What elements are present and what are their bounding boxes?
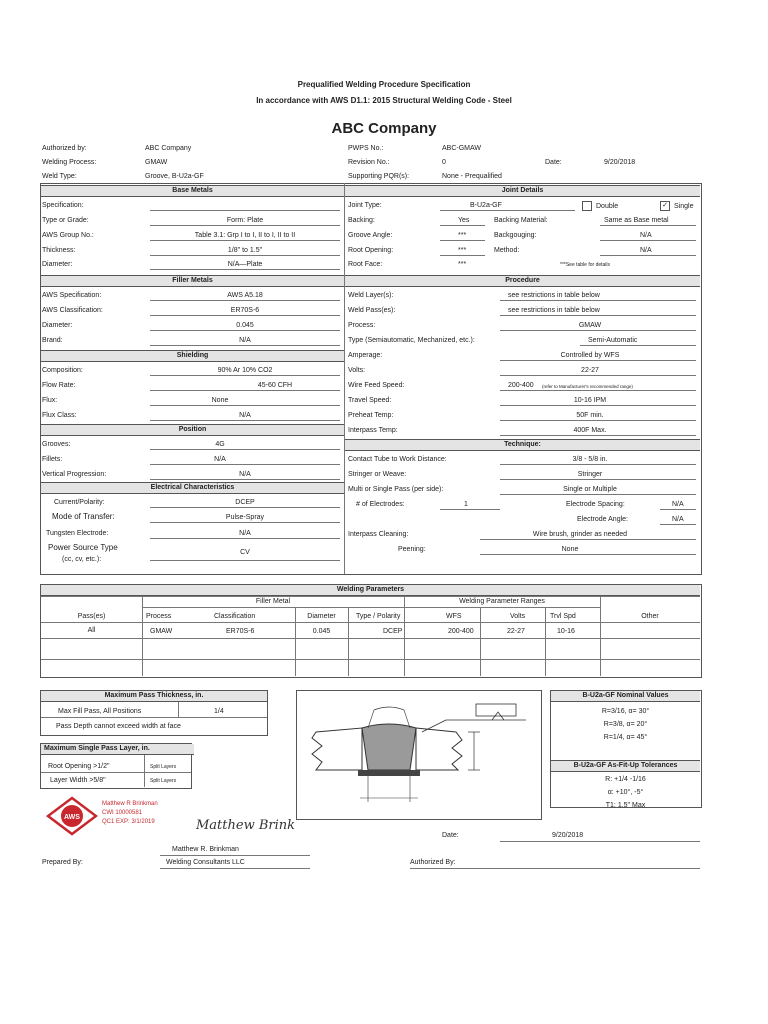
weld-passes-label: Weld Pass(es): [348,307,396,314]
spacing-label: Electrode Spacing: [566,501,625,508]
tolerances-header: B-U2a-GF As-Fit-Up Tolerances [551,760,700,772]
max-fill-label: Max Fill Pass, All Positions [58,708,142,715]
wfs-note: (refer to Manufacturer's recommended range) [542,384,633,389]
weld-type-value: Groove, B-U2a-GF [145,173,204,180]
table-cell: All [87,627,96,634]
grooves-value: 4G [215,441,225,448]
technique-header: Technique: [345,439,700,451]
filler-diameter-value: 0.045 [236,322,254,329]
flux-label: Flux: [42,397,58,404]
thickness-value: 1/8" to 1.5" [227,247,263,254]
interpass-value: 400F Max. [573,427,607,434]
table-cell: 0.045 [312,628,331,635]
multi-value: Single or Multiple [563,486,617,493]
authorized-by-value: ABC Company [145,145,192,152]
transfer-label: Mode of Transfer: [52,512,115,521]
revision-value: 0 [442,159,446,166]
col-trvl-spd: Trvl Spd [550,613,576,620]
transfer-value: Pulse-Spray [225,514,265,521]
power-value: CV [240,549,250,556]
layer-width-limit: Layer Width >5/8" [50,777,106,784]
power-label: Power Source Type [48,543,118,552]
pqr-value: None - Prequalified [442,173,502,180]
sign-date: 9/20/2018 [552,832,584,839]
backing-value: Yes [458,217,470,224]
col-other: Other [641,613,659,620]
base-metals-header: Base Metals [41,185,344,197]
single-checkbox[interactable]: ✓ [660,201,670,211]
tolerance-row: R: +1/4 -1/16 [605,776,646,783]
doc-title: Prequalified Welding Procedure Specification [297,80,471,89]
procedure-header: Procedure [345,275,700,287]
table-cell: ER70S-6 [226,628,255,635]
ctwd-value: 3/8 - 5/8 in. [572,456,608,463]
date-label: Date: [545,159,562,166]
electrodes-value: 1 [464,501,468,508]
pass-depth-note: Pass Depth cannot exceed width at face [56,723,181,730]
doc-subtitle: In accordance with AWS D1.1: 2015 Structural Welding Code - Steel [256,96,512,105]
diameter-value: N/A—Plate [227,261,263,268]
table-cell: 10-16 [557,628,575,635]
max-fill-value: 1/4 [214,708,224,715]
table-cell: 22-27 [507,628,525,635]
date-value: 9/20/2018 [604,159,636,166]
backing-material-label: Backing Material: [494,217,548,224]
angle-label: Electrode Angle: [577,516,628,523]
amperage-label: Amperage: [348,352,383,359]
electrical-header: Electrical Characteristics [41,482,344,494]
seal-line2: CWI 10000581 [102,810,143,816]
aws-spec-label: AWS Specification: [42,292,102,299]
nominal-values-header: B-U2a-GF Nominal Values [551,691,700,702]
cleaning-label: Interpass Cleaning: [348,531,409,538]
preheat-value: 50F min. [576,412,604,419]
peening-value: None [561,546,579,553]
signature: Matthew Brink [196,818,296,833]
current-label: Current/Polarity: [54,499,105,506]
max-pass-thickness-header: Maximum Pass Thickness, in. [41,691,267,702]
proc-process-value: GMAW [578,322,602,329]
tolerance-row: T1: 1.5" Max [605,802,646,809]
method-value: N/A [640,247,652,254]
group-label: AWS Group No.: [42,232,94,239]
joint-note: ***See table for details [560,262,611,268]
angle-value: N/A [672,516,684,523]
col-process: Process [146,613,172,620]
col-classification: Classification [214,613,256,620]
pwps-label: PWPS No.: [348,145,384,152]
travel-value: 10-16 IPM [573,397,607,404]
diameter-label: Diameter: [42,261,73,268]
backing-label: Backing: [348,217,375,224]
root-opening-limit: Root Opening >1/2" [48,763,110,770]
root-face-label: Root Face: [348,261,383,268]
flow-rate-label: Flow Rate: [42,382,76,389]
col-wfs: WFS [446,613,462,620]
vertical-value: N/A [239,471,251,478]
group-value: Table 3.1: Grp I to I, II to I, II to II [194,232,296,239]
current-value: DCEP [235,499,255,506]
process-label: Welding Process: [42,159,97,166]
seal-line3: QC1 EXP: 3/1/2019 [102,819,155,825]
nominal-row: R=1/4, α= 45° [603,734,648,741]
nominal-row: R=3/16, α= 30° [601,708,650,715]
sign-date-label: Date: [442,832,459,839]
weld-layers-value: see restrictions in table below [508,292,600,299]
tungsten-label: Tungsten Electrode: [46,530,109,537]
power-label-sub: (cc, cv, etc.): [62,556,102,563]
parameter-ranges-group: Welding Parameter Ranges [459,598,545,605]
position-header: Position [41,424,344,436]
type-label: Type (Semiautomatic, Mechanized, etc.): [348,337,475,344]
brand-label: Brand: [42,337,63,344]
authorized-by-label: Authorized by: [42,145,87,152]
preheat-label: Preheat Temp: [348,412,394,419]
amperage-value: Controlled by WFS [560,352,620,359]
aws-seal-icon [46,796,98,836]
pqr-label: Supporting PQR(s): [348,173,410,180]
aws-class-label: AWS Classification: [42,307,103,314]
flux-class-value: N/A [239,412,251,419]
fillets-label: Fillets: [42,456,63,463]
spec-label: Specification: [42,202,84,209]
ctwd-label: Contact Tube to Work Distance: [348,456,447,463]
type-value: Semi-Automatic [588,337,638,344]
filler-diameter-label: Diameter: [42,322,73,329]
authorized-by-sign-label: Authorized By: [410,859,456,866]
weld-type-label: Weld Type: [42,173,77,180]
signer-company: Welding Consultants LLC [166,859,245,866]
groove-angle-label: Groove Angle: [348,232,393,239]
col-volts: Volts [510,613,526,620]
fillets-value: N/A [214,456,226,463]
wfs-value: 200-400 [508,382,534,389]
shielding-header: Shielding [41,350,344,362]
groove-angle-value: *** [458,232,467,239]
method-label: Method: [494,247,520,254]
brand-value: N/A [239,337,251,344]
welding-parameters-header: Welding Parameters [41,585,700,596]
stringer-label: Stringer or Weave: [348,471,407,478]
backgouging-value: N/A [640,232,652,239]
travel-label: Travel Speed: [348,397,392,404]
tungsten-value: N/A [239,530,251,537]
spacing-value: N/A [672,501,684,508]
stringer-value: Stringer [577,471,603,478]
interpass-label: Interpass Temp: [348,427,398,434]
root-opening-value: *** [458,247,467,254]
peening-label: Peening: [398,546,426,553]
joint-type-label: Joint Type: [348,202,382,209]
thickness-label: Thickness: [42,247,76,254]
vertical-label: Vertical Progression: [42,471,107,478]
aws-spec-value: AWS A5.18 [227,292,263,299]
flow-rate-value: 45-60 CFH [257,382,293,389]
col-passes: Pass(es) [77,613,106,620]
flux-value: None [211,397,229,404]
double-checkbox[interactable] [582,201,592,211]
grade-label: Type or Grade: [42,217,89,224]
electrodes-label: # of Electrodes: [356,501,405,508]
composition-label: Composition: [42,367,83,374]
flux-class-label: Flux Class: [42,412,77,419]
layer-width-split: Split Layers [150,778,177,784]
aws-class-value: ER70S-6 [230,307,260,314]
seal-logo-text: AWS [64,814,80,821]
root-face-value: *** [458,261,467,268]
table-cell: GMAW [150,628,173,635]
proc-process-label: Process: [348,322,376,329]
tolerance-row: α: +10°, -5° [607,789,644,796]
cleaning-value: Wire brush, grinder as needed [532,531,628,538]
pwps-value: ABC-GMAW [442,145,482,152]
backing-material-value: Same as Base metal [604,217,669,224]
filler-metals-header: Filler Metals [41,275,344,287]
filler-metal-group: Filler Metal [255,598,291,605]
volts-value: 22-27 [581,367,599,374]
max-single-pass-header: Maximum Single Pass Layer, in. [41,744,194,755]
root-opening-label: Root Opening: [348,247,394,254]
grooves-label: Grooves: [42,441,71,448]
backgouging-label: Backgouging: [494,232,537,239]
joint-type-value: B-U2a-GF [470,202,502,209]
grade-value: Form: Plate [226,217,264,224]
table-cell: 200-400 [448,628,474,635]
signer-name: Matthew R. Brinkman [172,846,239,853]
revision-label: Revision No.: [348,159,390,166]
seal-line1: Matthew R Brinkman [102,801,158,807]
root-opening-split: Split Layers [150,764,177,770]
composition-value: 90% Ar 10% CO2 [217,367,273,374]
double-label: Double [596,203,619,210]
table-cell: DCEP [383,628,403,635]
col-diameter: Diameter [307,613,336,620]
joint-diagram [296,690,542,820]
joint-details-header: Joint Details [345,185,700,197]
weld-passes-value: see restrictions in table below [508,307,600,314]
process-value: GMAW [145,159,168,166]
prepared-by-label: Prepared By: [42,859,83,866]
single-label: Single [674,203,694,210]
volts-label: Volts: [348,367,366,374]
nominal-row: R=3/8, α= 20° [603,721,648,728]
multi-label: Multi or Single Pass (per side): [348,486,444,493]
weld-layers-label: Weld Layer(s): [348,292,394,299]
company-title: ABC Company [331,120,437,137]
wfs-label: Wire Feed Speed: [348,382,405,389]
col-type-polarity: Type / Polarity [356,613,401,620]
